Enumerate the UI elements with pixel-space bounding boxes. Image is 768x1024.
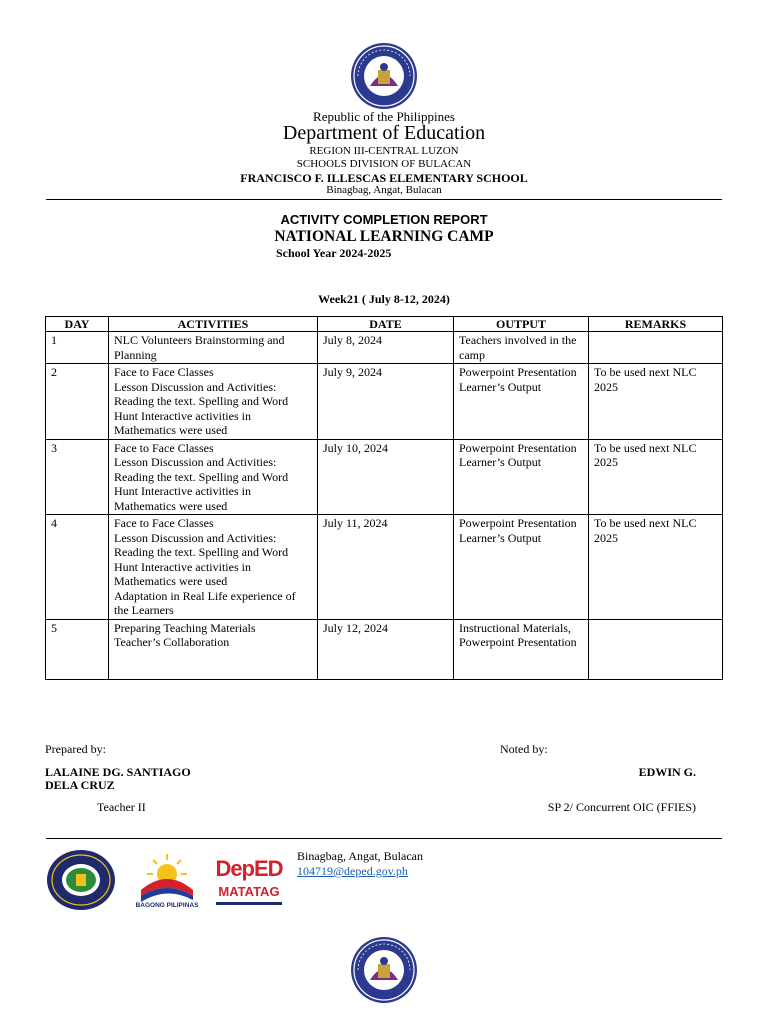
region-line: REGION III-CENTRAL LUZON xyxy=(309,145,459,157)
cell-day: 2 xyxy=(46,364,109,440)
noted-by-name: EDWIN G. xyxy=(638,765,696,779)
activity-item: Face to Face Classes xyxy=(114,365,214,379)
cell-remarks xyxy=(589,332,723,364)
cell-activities xyxy=(109,619,318,679)
activity-item: Preparing Teaching Materials xyxy=(114,620,256,635)
header-remarks: REMARKS xyxy=(589,317,723,332)
activity-item: NLC Volunteers Brainstorming and Planning xyxy=(114,333,285,362)
header-output: OUTPUT xyxy=(454,317,589,332)
deped-seal-bottom xyxy=(350,936,418,1004)
header-date: DATE xyxy=(318,317,454,332)
cell-activities xyxy=(109,515,318,620)
cell-activities xyxy=(109,439,318,515)
footer-email-link[interactable]: 104719@deped.gov.ph xyxy=(297,864,408,878)
activity-item: Teacher’s Collaboration xyxy=(114,635,230,649)
output-item: Powerpoint Presentation xyxy=(459,516,577,530)
report-subtitle: NATIONAL LEARNING CAMP xyxy=(274,228,494,245)
school-name: FRANCISCO F. ILLESCAS ELEMENTARY SCHOOL xyxy=(240,171,528,185)
activity-table xyxy=(45,316,723,680)
noted-by-position: SP 2/ Concurrent OIC (FFIES) xyxy=(547,800,696,814)
matatag-underline xyxy=(216,902,282,905)
cell-remarks: To be used next NLC 2025 xyxy=(589,439,723,515)
deped-wordmark: DepED xyxy=(215,856,283,881)
header-divider xyxy=(46,199,722,200)
header-activities: ACTIVITIES xyxy=(109,317,318,332)
cell-day: 4 xyxy=(46,515,109,620)
bagong-pilipinas-text: BAGONG PILIPINAS xyxy=(135,902,199,909)
cell-remarks xyxy=(589,619,723,679)
output-item: Instructional Materials, Powerpoint Presentation xyxy=(459,620,577,649)
noted-by-label: Noted by: xyxy=(500,742,548,756)
prepared-by-position: Teacher II xyxy=(97,800,146,814)
republic-line: Republic of the Philippines xyxy=(313,109,455,124)
cell-output xyxy=(454,364,589,440)
cell-output xyxy=(454,619,589,679)
prepared-by-name: LALAINE DG. SANTIAGO xyxy=(45,765,191,779)
table-row xyxy=(46,332,723,364)
output-item: Learner’s Output xyxy=(459,455,542,469)
cell-output xyxy=(454,515,589,620)
footer-divider xyxy=(46,838,722,839)
cell-remarks: To be used next NLC 2025 xyxy=(589,364,723,440)
table-row xyxy=(46,364,723,440)
table-header-row xyxy=(46,317,723,332)
cell-day: 1 xyxy=(46,332,109,364)
division-line: SCHOOLS DIVISION OF BULACAN xyxy=(296,158,472,170)
header-day: DAY xyxy=(46,317,109,332)
activity-item: Lesson Discussion and Activities: Reading the text. Spelling and Word Hunt Interactive activities in Mathematics were used xyxy=(114,530,289,588)
cell-activities xyxy=(109,332,318,364)
school-year: School Year 2024-2025 xyxy=(276,246,392,260)
activity-item: Adaptation in Real Life experience of the Learners xyxy=(114,588,296,617)
activity-item: Face to Face Classes xyxy=(114,440,214,455)
cell-day: 3 xyxy=(46,439,109,515)
deped-matatag-logo xyxy=(210,850,288,912)
cell-date: July 8, 2024 xyxy=(318,332,454,364)
table-row xyxy=(46,619,723,679)
cell-remarks: To be used next NLC 2025 xyxy=(589,515,723,620)
activity-item: Face to Face Classes xyxy=(114,516,214,530)
school-logo xyxy=(46,849,116,911)
prepared-by-name-line2: DELA CRUZ xyxy=(45,778,115,792)
cell-date: July 12, 2024 xyxy=(318,619,454,679)
cell-activities xyxy=(109,364,318,440)
output-item: Learner’s Output xyxy=(459,530,542,545)
deped-seal-top xyxy=(350,42,418,110)
cell-date: July 9, 2024 xyxy=(318,364,454,440)
activity-item: Lesson Discussion and Activities: Reading the text. Spelling and Word Hunt Interactive activities in Mathematics were used xyxy=(114,379,289,437)
matatag-wordmark: MATATAG xyxy=(218,884,280,899)
output-item: Teachers involved in the camp xyxy=(459,333,577,362)
cell-day: 5 xyxy=(46,619,109,679)
prepared-by-label: Prepared by: xyxy=(45,742,106,756)
department-title: Department of Education xyxy=(282,122,486,144)
cell-output xyxy=(454,332,589,364)
activity-item: Lesson Discussion and Activities: Reading the text. Spelling and Word Hunt Interactive activities in Mathematics were used xyxy=(114,455,289,513)
cell-date: July 11, 2024 xyxy=(318,515,454,620)
footer-address: Binagbag, Angat, Bulacan xyxy=(297,849,423,863)
cell-output xyxy=(454,439,589,515)
report-title: ACTIVITY COMPLETION REPORT xyxy=(280,212,488,227)
week-label: Week21 ( July 8-12, 2024) xyxy=(318,292,450,306)
output-item: Learner’s Output xyxy=(459,379,542,394)
bagong-pilipinas-logo xyxy=(133,850,201,912)
table-row xyxy=(46,515,723,620)
output-item: Powerpoint Presentation xyxy=(459,365,577,379)
cell-date: July 10, 2024 xyxy=(318,439,454,515)
school-address: Binagbag, Angat, Bulacan xyxy=(326,184,442,196)
output-item: Powerpoint Presentation xyxy=(459,440,577,455)
table-row xyxy=(46,439,723,515)
